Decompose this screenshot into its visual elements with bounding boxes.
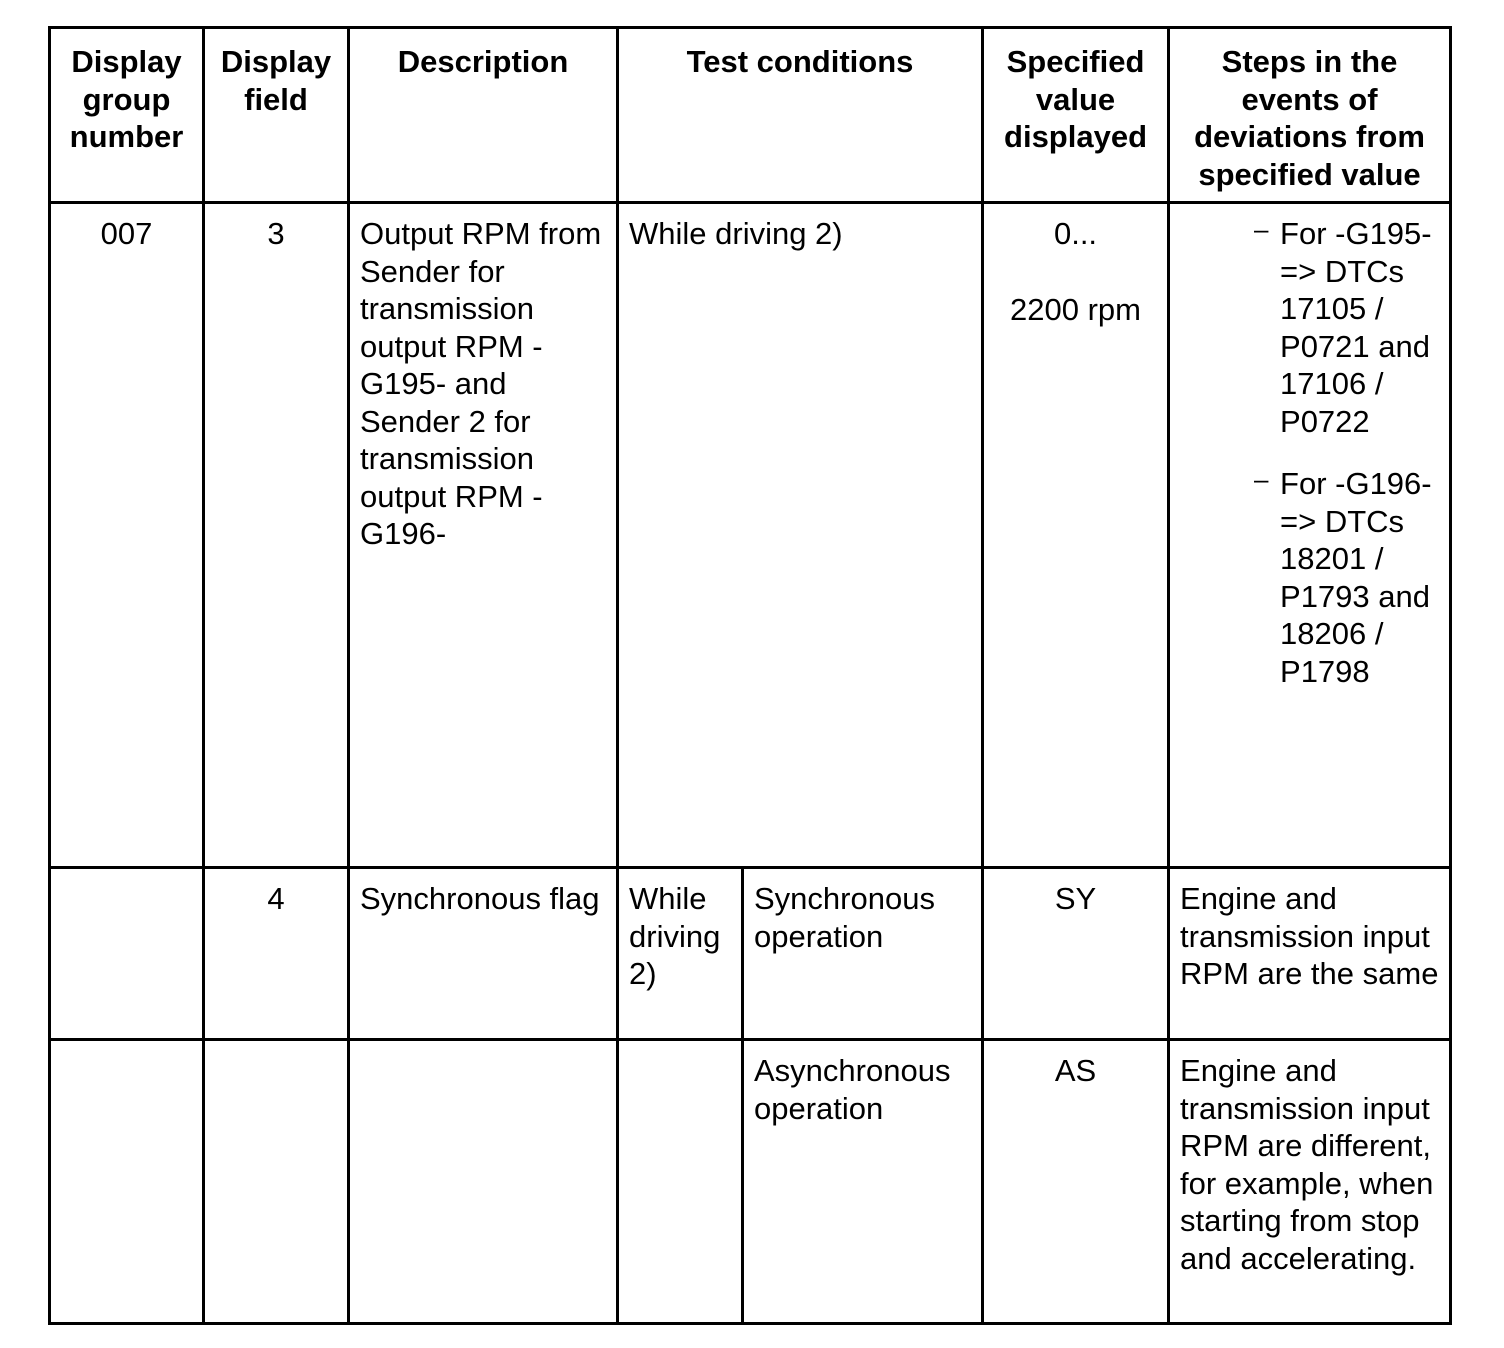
table-row (50, 1040, 1451, 1324)
cell-display-group: 007 (50, 203, 204, 868)
cell-description: Synchronous flag (349, 868, 618, 1040)
header-display-field: Display field (204, 28, 349, 203)
cell-steps (1169, 203, 1451, 868)
table-row (50, 868, 1451, 1040)
cell-specified-value: SY (983, 868, 1169, 1040)
list-item (1254, 214, 1439, 440)
header-steps: Steps in the events of deviations from specified value (1169, 28, 1451, 203)
cell-specified-value: AS (983, 1040, 1169, 1324)
cell-display-field: 3 (204, 203, 349, 868)
cell-steps: Engine and transmission input RPM are the same (1169, 868, 1451, 1040)
header-row (50, 28, 1451, 203)
value-range-min: 0... (1053, 216, 1098, 251)
cell-description: Output RPM from Sender for transmission output RPM -G195- and Sender 2 for transmission output RPM -G196- (349, 203, 618, 868)
list-item (1254, 464, 1439, 690)
cell-condition-detail: Synchronous operation (743, 868, 983, 1040)
step-text: For -G195- => DTCs 17105 / P0721 and 17106 / P0722 (1280, 216, 1432, 439)
cell-condition-detail: Asynchronous operation (743, 1040, 983, 1324)
cell-test-condition: While driving 2) (618, 203, 983, 868)
dash-bullet-icon: – (1254, 214, 1269, 244)
cell-display-group (50, 868, 204, 1040)
steps-list (1180, 215, 1439, 690)
step-text: For -G196- => DTCs 18201 / P1793 and 18206 / P1798 (1280, 466, 1432, 689)
table-row (50, 203, 1451, 868)
cell-steps: Engine and transmission input RPM are different, for example, when starting from stop and accelerating. (1169, 1040, 1451, 1324)
header-specified-value: Specified value displayed (983, 28, 1169, 203)
header-display-group-number: Display group number (50, 28, 204, 203)
dash-bullet-icon: – (1254, 464, 1269, 494)
cell-display-field (204, 1040, 349, 1324)
cell-display-field: 4 (204, 868, 349, 1040)
value-range-max: 2200 rpm (1010, 291, 1141, 327)
cell-test-condition: While driving 2) (618, 868, 743, 1040)
header-description: Description (349, 28, 618, 203)
cell-test-condition (618, 1040, 743, 1324)
diagnostic-table (48, 26, 1452, 1325)
value-range-gap (994, 253, 1157, 291)
cell-specified-value (983, 203, 1169, 868)
header-test-conditions: Test conditions (618, 28, 983, 203)
cell-display-group (50, 1040, 204, 1324)
cell-description (349, 1040, 618, 1324)
